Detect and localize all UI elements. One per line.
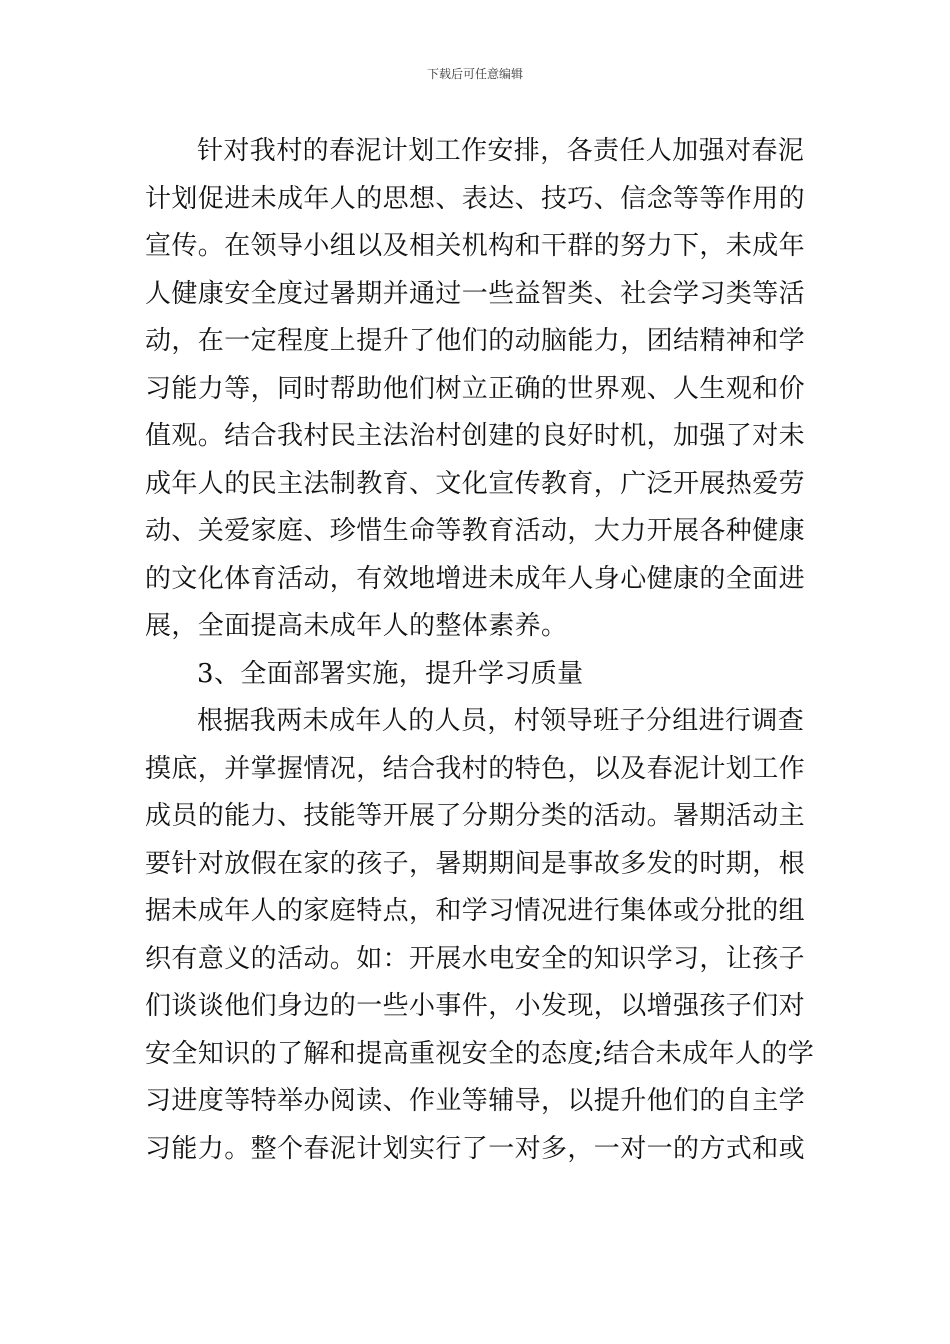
paragraph-line: 习能力等，同时帮助他们树立正确的世界观、人生观和价	[145, 373, 806, 404]
paragraph-line: 展，全面提高未成年人的整体素养。	[145, 611, 568, 641]
paragraph-line: 据未成年人的家庭特点，和学习情况进行集体或分批的组	[145, 896, 806, 926]
paragraph-line: 安全知识的了解和提高重视安全的态度;结合未成年人的学	[145, 1038, 815, 1069]
paragraph-line: 根据我两未成年人的人员，村领导班子分组进行调查	[197, 706, 805, 736]
paragraph-line: 值观。结合我村民主法治村创建的良好时机，加强了对未	[145, 421, 806, 451]
paragraph-line: 针对我村的春泥计划工作安排，各责任人加强对春泥	[197, 136, 805, 166]
paragraph-line: 成员的能力、技能等开展了分期分类的活动。暑期活动主	[145, 801, 806, 831]
paragraph-line: 成年人的民主法制教育、文化宣传教育，广泛开展热爱劳	[145, 468, 806, 499]
paragraph-line: 的文化体育活动，有效地增进未成年人身心健康的全面进	[145, 563, 806, 594]
paragraph-line: 人健康安全度过暑期并通过一些益智类、社会学习类等活	[145, 278, 806, 309]
paragraph-line: 动，在一定程度上提升了他们的动脑能力，团结精神和学	[145, 326, 806, 356]
paragraph-line: 习进度等特举办阅读、作业等辅导，以提升他们的自主学	[145, 1086, 806, 1116]
paragraph-line: 宣传。在领导小组以及相关机构和干群的努力下，未成年	[145, 231, 806, 261]
paragraph-line: 要针对放假在家的孩子，暑期期间是事故多发的时期，根	[145, 848, 806, 879]
page-header: 下载后可任意编辑	[426, 67, 523, 81]
paragraph-line: 计划促进未成年人的思想、表达、技巧、信念等等作用的	[145, 183, 806, 214]
section-heading: 3、全面部署实施，提升学习质量	[197, 658, 584, 689]
paragraph-line: 动、关爱家庭、珍惜生命等教育活动，大力开展各种健康	[145, 516, 806, 546]
paragraph-line: 织有意义的活动。如：开展水电安全的知识学习，让孩子	[145, 943, 806, 974]
paragraph-line: 摸底，并掌握情况，结合我村的特色，以及春泥计划工作	[145, 753, 806, 784]
paragraph-line: 习能力。整个春泥计划实行了一对多，一对一的方式和或	[145, 1133, 806, 1164]
paragraph-line: 们谈谈他们身边的一些小事件，小发现，以增强孩子们对	[145, 991, 806, 1021]
document-body	[145, 128, 815, 1173]
